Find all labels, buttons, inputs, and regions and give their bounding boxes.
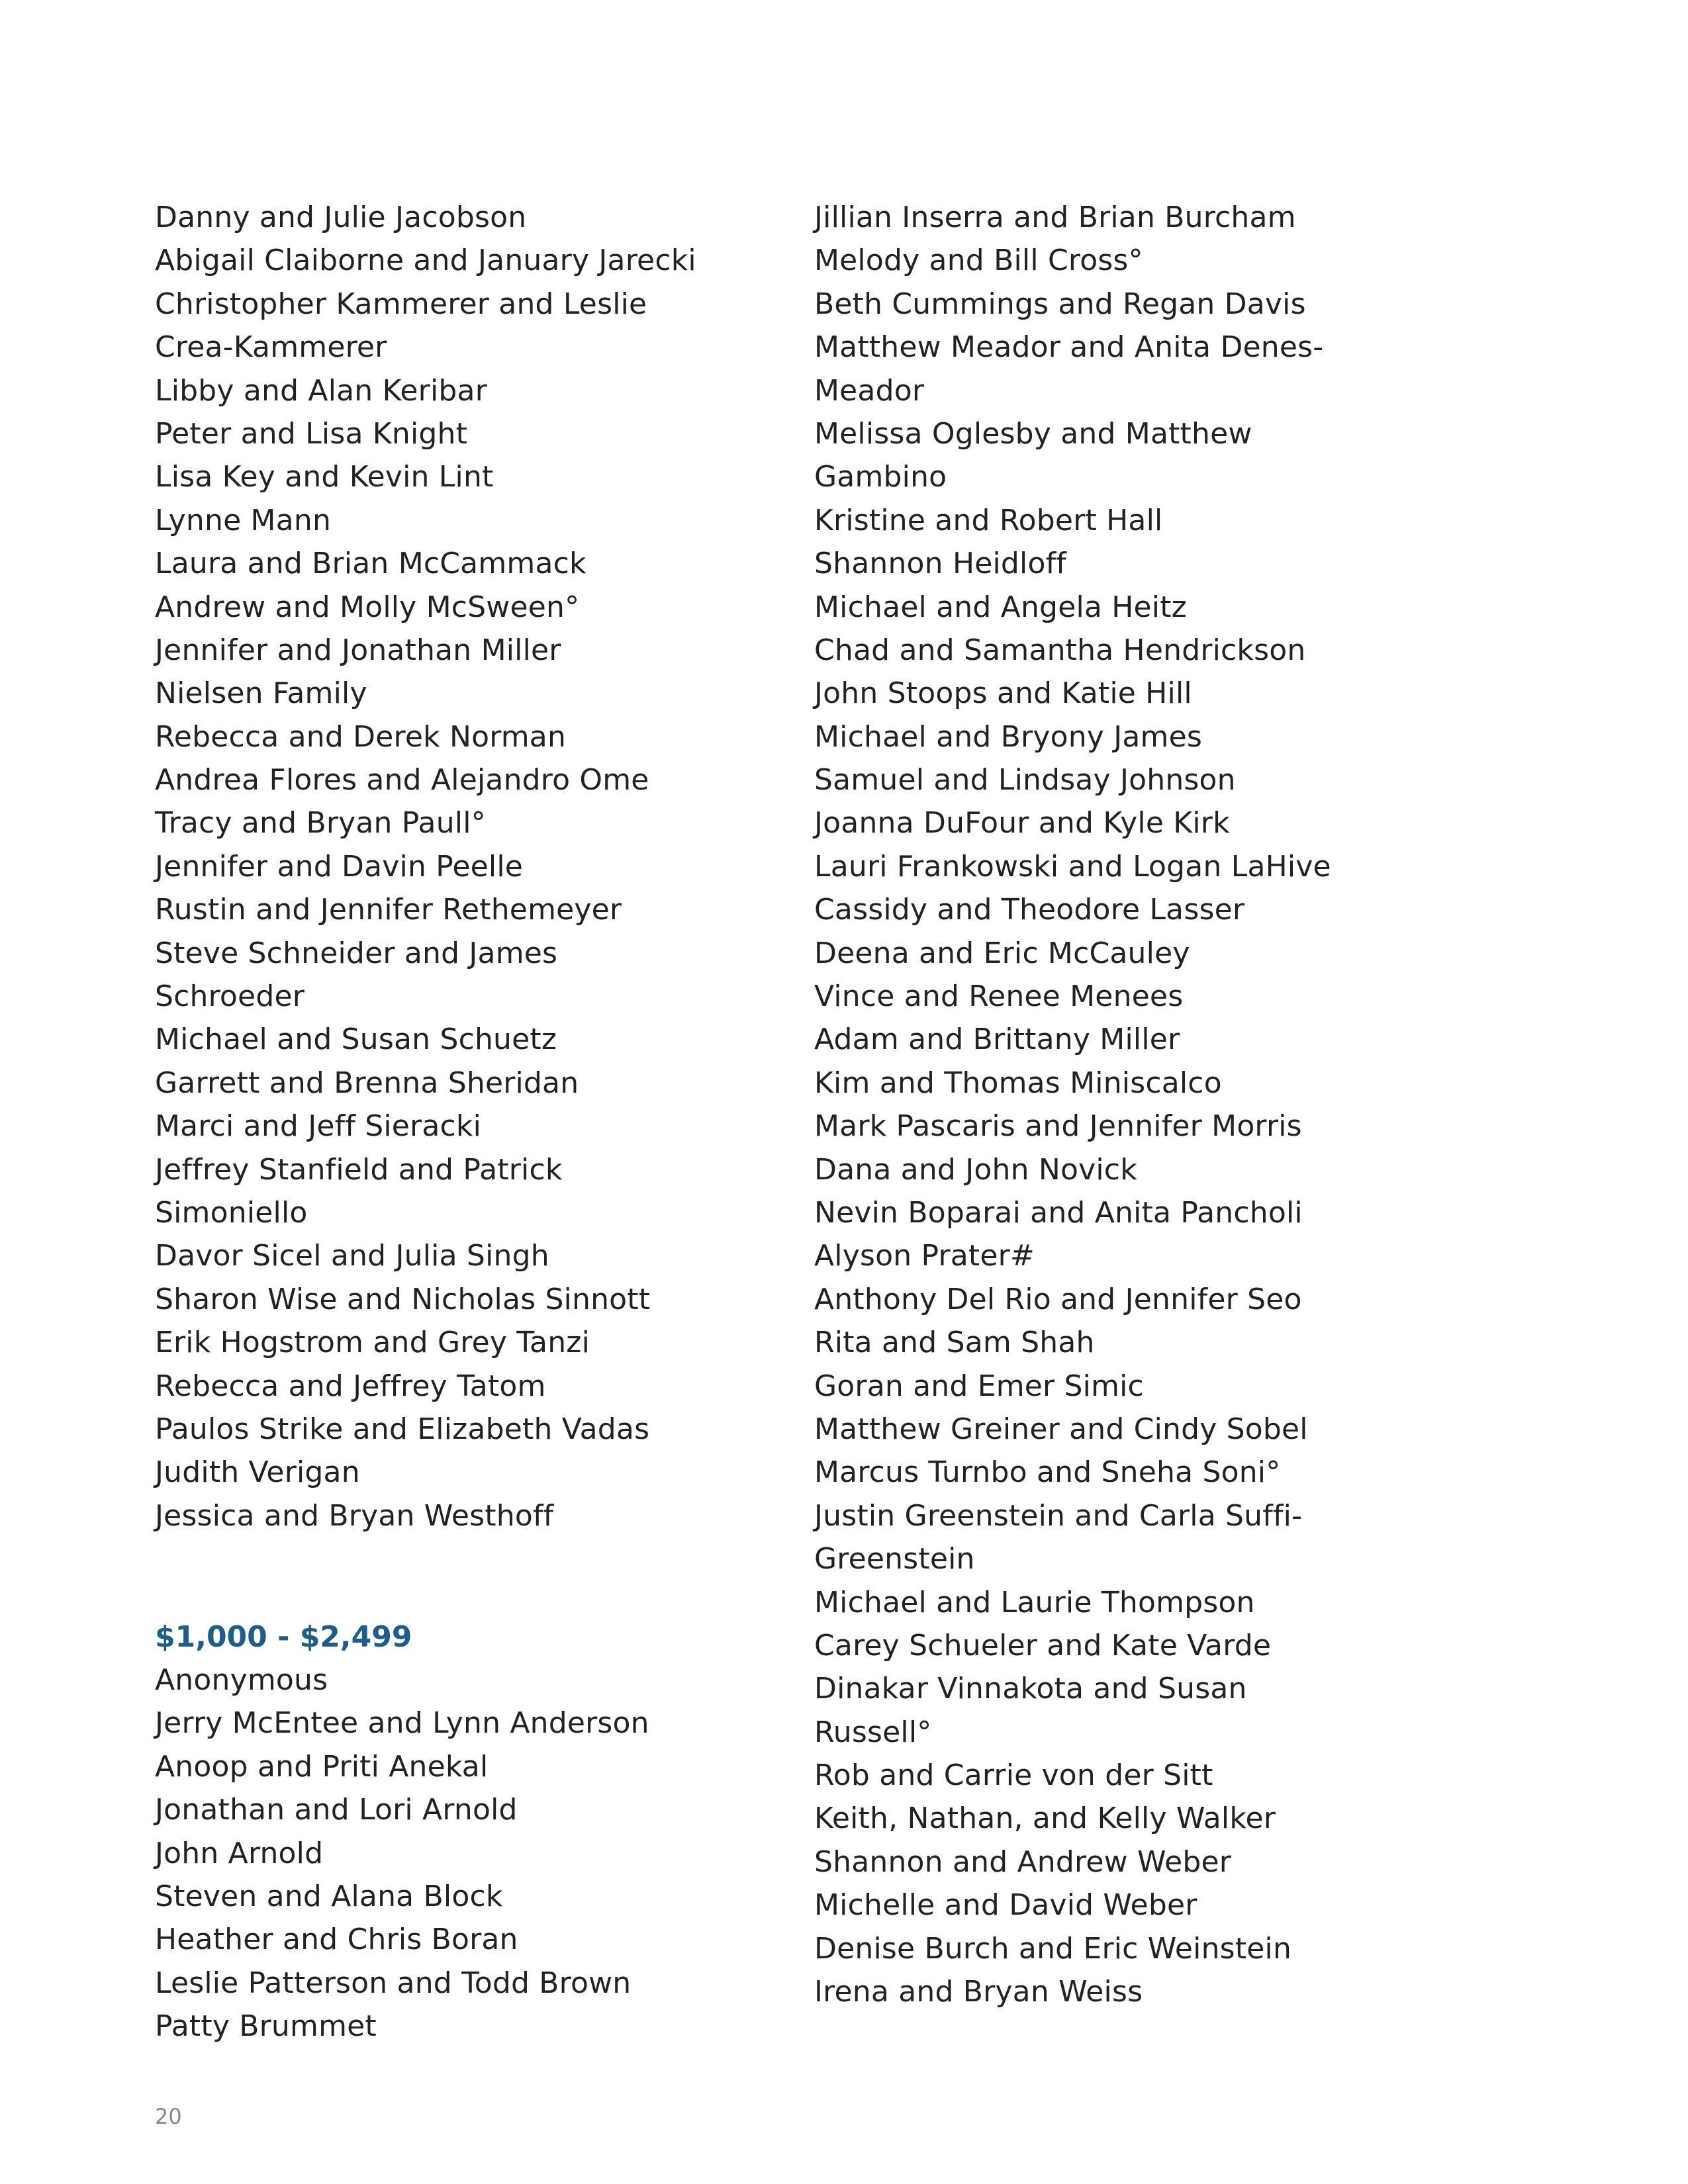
donor-name: Michael and Bryony James bbox=[814, 719, 1203, 754]
donor-name: Jessica and Bryan Westhoff bbox=[155, 1498, 554, 1533]
donor-name: Rob and Carrie von der Sitt bbox=[814, 1758, 1213, 1793]
donor-name: Nevin Boparai and Anita Pancholi bbox=[814, 1195, 1303, 1230]
donor-name: Russell° bbox=[814, 1715, 932, 1749]
donor-name: Anoop and Priti Anekal bbox=[155, 1749, 489, 1784]
donor-name: Abigail Claiborne and January Jarecki bbox=[155, 244, 696, 278]
donor-name: Lauri Frankowski and Logan LaHive bbox=[814, 849, 1331, 884]
donor-name: Joanna DuFour and Kyle Kirk bbox=[814, 806, 1230, 841]
donor-name: Andrew and Molly McSween° bbox=[155, 590, 580, 624]
donor-name: Adam and Brittany Miller bbox=[814, 1023, 1180, 1057]
donor-name: Beth Cummings and Regan Davis bbox=[814, 287, 1306, 321]
donor-name: Goran and Emer Simic bbox=[814, 1369, 1144, 1403]
donor-name: Erik Hogstrom and Grey Tanzi bbox=[155, 1326, 590, 1360]
donor-list-left-top bbox=[155, 196, 777, 1537]
donor-name: Shannon and Andrew Weber bbox=[814, 1844, 1232, 1879]
donor-name: Cassidy and Theodore Lasser bbox=[814, 893, 1245, 927]
donor-name: Schroeder bbox=[155, 979, 305, 1014]
donor-name: Davor Sicel and Julia Singh bbox=[155, 1239, 549, 1273]
donor-name: Laura and Brian McCammack bbox=[155, 547, 586, 581]
donor-name: Melissa Oglesby and Matthew bbox=[814, 416, 1252, 451]
donor-name: Alyson Prater# bbox=[814, 1239, 1035, 1273]
donor-name: John Arnold bbox=[155, 1836, 324, 1870]
donor-name: Lisa Key and Kevin Lint bbox=[155, 460, 494, 494]
donor-name: Garrett and Brenna Sheridan bbox=[155, 1066, 579, 1100]
donor-name: Libby and Alan Keribar bbox=[155, 373, 487, 408]
donor-name: Vince and Renee Menees bbox=[814, 979, 1184, 1014]
donor-name: Lynne Mann bbox=[155, 503, 332, 537]
donor-name: Sharon Wise and Nicholas Sinnott bbox=[155, 1282, 651, 1316]
donor-name: Michael and Susan Schuetz bbox=[155, 1023, 557, 1057]
donor-name: Matthew Greiner and Cindy Sobel bbox=[814, 1412, 1308, 1446]
donor-name: Leslie Patterson and Todd Brown bbox=[155, 1966, 632, 2000]
donor-name: Andrea Flores and Alejandro Ome bbox=[155, 763, 649, 797]
donor-name: Greenstein bbox=[814, 1542, 975, 1576]
donor-name: Marcus Turnbo and Sneha Soni° bbox=[814, 1455, 1281, 1490]
donor-name: John Stoops and Katie Hill bbox=[814, 676, 1192, 711]
donor-name: Crea-Kammerer bbox=[155, 330, 387, 365]
donor-name: Kim and Thomas Miniscalco bbox=[814, 1066, 1222, 1100]
donor-name: Nielsen Family bbox=[155, 676, 367, 711]
donor-name: Mark Pascaris and Jennifer Morris bbox=[814, 1109, 1302, 1144]
donor-name: Jennifer and Davin Peelle bbox=[155, 849, 524, 884]
donor-name: Dana and John Novick bbox=[814, 1152, 1137, 1187]
donor-name: Shannon Heidloff bbox=[814, 547, 1066, 581]
donor-name: Melody and Bill Cross° bbox=[814, 244, 1143, 278]
donor-name: Rebecca and Jeffrey Tatom bbox=[155, 1369, 546, 1403]
donor-name: Judith Verigan bbox=[155, 1455, 360, 1490]
donor-list-right bbox=[814, 196, 1450, 2013]
donor-name: Tracy and Bryan Paull° bbox=[155, 806, 486, 841]
donor-name: Justin Greenstein and Carla Suffi- bbox=[814, 1498, 1303, 1533]
donor-list-left-bottom bbox=[155, 1659, 777, 2048]
donor-name: Samuel and Lindsay Johnson bbox=[814, 763, 1236, 797]
donor-name: Deena and Eric McCauley bbox=[814, 936, 1190, 970]
donor-name: Denise Burch and Eric Weinstein bbox=[814, 1931, 1292, 1966]
donor-name: Michael and Angela Heitz bbox=[814, 590, 1187, 624]
donor-name: Steve Schneider and James bbox=[155, 936, 558, 970]
donor-name: Anonymous bbox=[155, 1663, 328, 1697]
donor-name: Rustin and Jennifer Rethemeyer bbox=[155, 893, 622, 927]
section-heading-1000-2499: $1,000 - $2,499 bbox=[155, 1620, 412, 1654]
donor-name: Jillian Inserra and Brian Burcham bbox=[814, 201, 1296, 234]
donor-name: Anthony Del Rio and Jennifer Seo bbox=[814, 1282, 1302, 1316]
donor-name: Jeffrey Stanfield and Patrick bbox=[155, 1152, 563, 1187]
donor-name: Jennifer and Jonathan Miller bbox=[155, 633, 561, 667]
page-number: 20 bbox=[155, 2104, 182, 2129]
donor-name: Rita and Sam Shah bbox=[814, 1326, 1095, 1360]
donor-name: Steven and Alana Block bbox=[155, 1879, 503, 1913]
donor-name: Simoniello bbox=[155, 1195, 308, 1230]
donor-name: Peter and Lisa Knight bbox=[155, 416, 468, 451]
donor-name: Michael and Laurie Thompson bbox=[814, 1585, 1255, 1619]
donor-name: Michelle and David Weber bbox=[814, 1888, 1197, 1923]
donor-name: Irena and Bryan Weiss bbox=[814, 1975, 1143, 2009]
donor-name: Keith, Nathan, and Kelly Walker bbox=[814, 1801, 1276, 1836]
donor-name: Jerry McEntee and Lynn Anderson bbox=[155, 1706, 649, 1741]
donor-name: Matthew Meador and Anita Denes- bbox=[814, 330, 1324, 365]
donor-name: Meador bbox=[814, 373, 925, 408]
donor-name: Rebecca and Derek Norman bbox=[155, 719, 567, 754]
donor-name: Jonathan and Lori Arnold bbox=[155, 1793, 518, 1827]
donor-name: Heather and Chris Boran bbox=[155, 1923, 518, 1957]
donor-name: Patty Brummet bbox=[155, 2009, 377, 2044]
donor-name: Christopher Kammerer and Leslie bbox=[155, 287, 647, 321]
donor-name: Carey Schueler and Kate Varde bbox=[814, 1628, 1272, 1662]
donor-name: Gambino bbox=[814, 460, 947, 494]
donor-name: Marci and Jeff Sieracki bbox=[155, 1109, 482, 1144]
donor-name: Danny and Julie Jacobson bbox=[155, 201, 527, 234]
donor-name: Dinakar Vinnakota and Susan bbox=[814, 1672, 1247, 1706]
donor-name: Kristine and Robert Hall bbox=[814, 503, 1163, 537]
donor-name: Chad and Samantha Hendrickson bbox=[814, 633, 1306, 667]
donor-name: Paulos Strike and Elizabeth Vadas bbox=[155, 1412, 650, 1446]
